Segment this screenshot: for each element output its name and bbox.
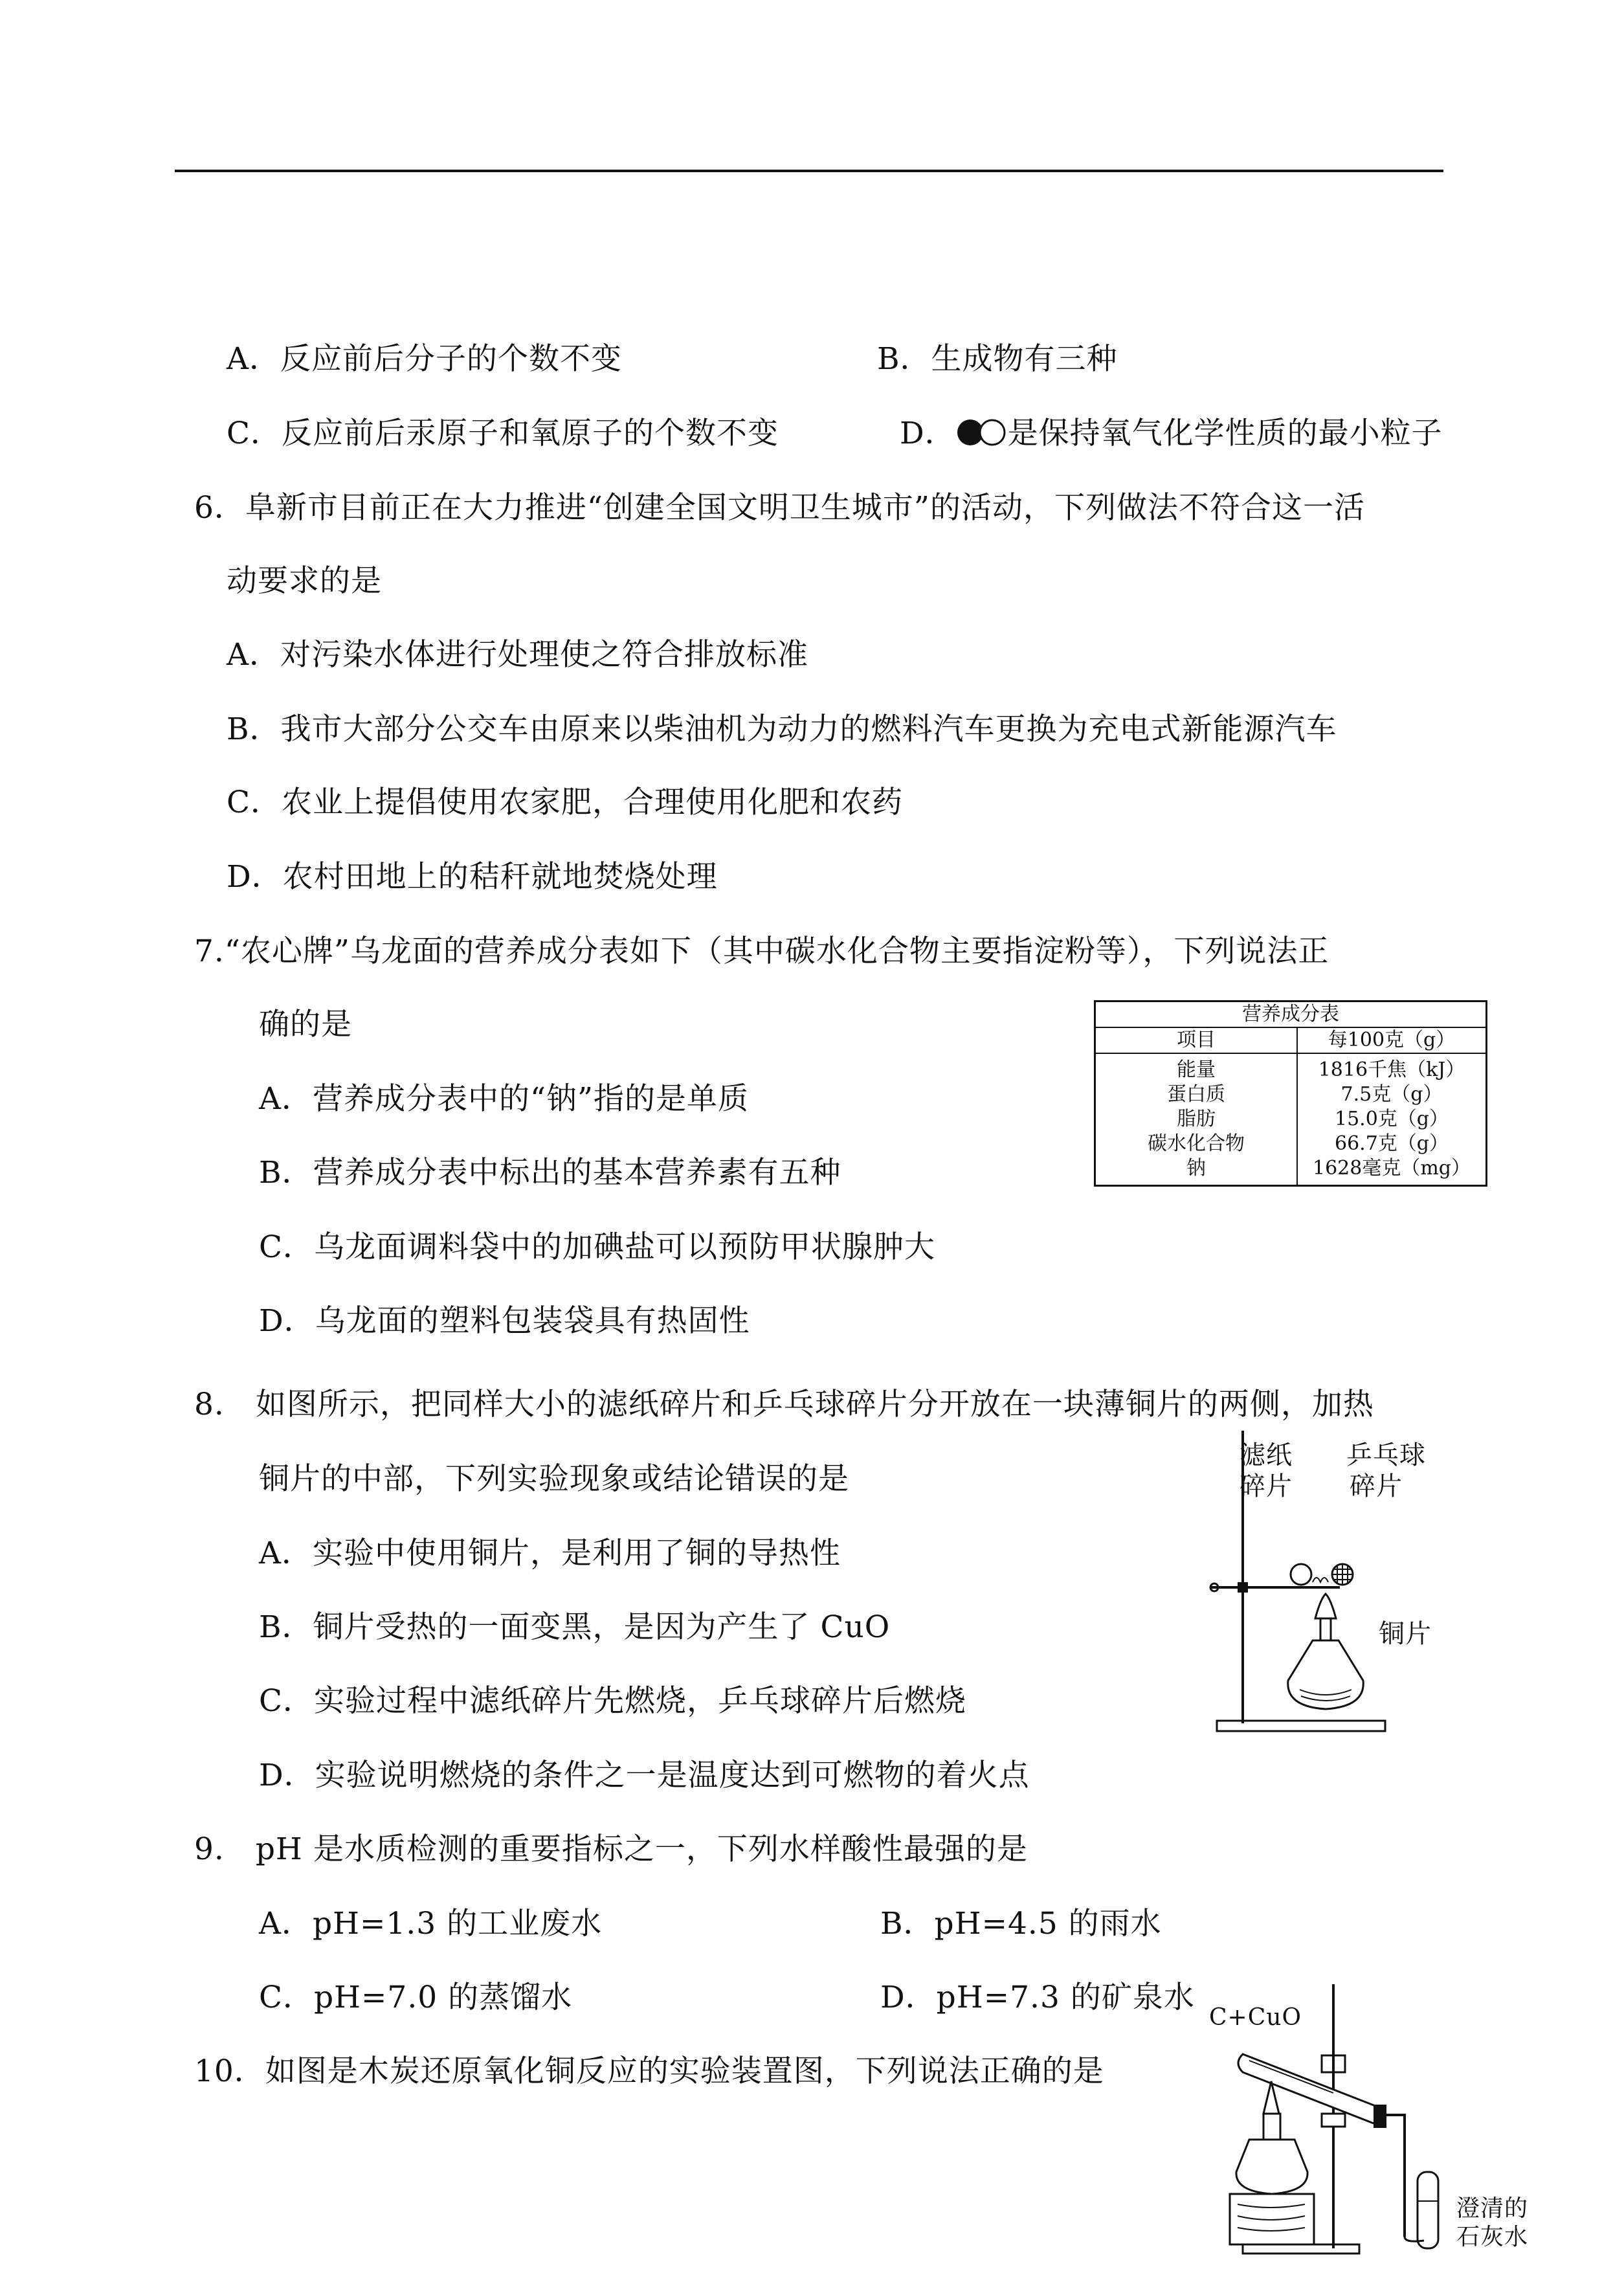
q6-option-b: B．我市大部分公交车由原来以柴油机为动力的燃料汽车更换为充电式新能源汽车 bbox=[227, 711, 1337, 747]
q5-option-b: B．生成物有三种 bbox=[877, 341, 1118, 377]
ping-pong-label-1: 乒乓球 bbox=[1346, 1440, 1426, 1470]
q5-option-d bbox=[900, 414, 1443, 457]
filter-paper-label-2: 碎片 bbox=[1240, 1471, 1293, 1501]
nutrition-row-name: 蛋白质 bbox=[1095, 1082, 1298, 1107]
nutrition-row-name: 碳水化合物 bbox=[1095, 1132, 1298, 1156]
q8-option-c: C．实验过程中滤纸碎片先燃烧，乒乓球碎片后燃烧 bbox=[259, 1683, 966, 1719]
q7-option-c: C．乌龙面调料袋中的加碘盐可以预防甲状腺肿大 bbox=[259, 1229, 935, 1265]
q8-option-b: B．铜片受热的一面变黑，是因为产生了 CuO bbox=[259, 1609, 891, 1645]
q9-option-b: B．pH=4.5 的雨水 bbox=[880, 1906, 1162, 1941]
header-rule bbox=[175, 170, 1443, 172]
q7-option-a: A．营养成分表中的“钠”指的是单质 bbox=[259, 1081, 749, 1117]
q6-option-c: C．农业上提倡使用农家肥，合理使用化肥和农药 bbox=[227, 785, 903, 820]
q5-option-d-prefix: D． bbox=[900, 416, 956, 451]
nutrition-col-item: 项目 bbox=[1095, 1027, 1298, 1053]
q7-stem-line2: 确的是 bbox=[259, 1007, 352, 1042]
q7-option-b: B．营养成分表中标出的基本营养素有五种 bbox=[259, 1155, 841, 1191]
reactant-label: C+CuO bbox=[1209, 2004, 1302, 2031]
nutrition-row-value: 7.5克（g） bbox=[1340, 1083, 1443, 1106]
q8-option-d: D．实验说明燃烧的条件之一是温度达到可燃物的着火点 bbox=[259, 1758, 1030, 1793]
oxygen-molecule-icon bbox=[956, 418, 1008, 457]
copper-sheet-label: 铜片 bbox=[1379, 1619, 1432, 1649]
nutrition-row-value: 1816千焦（kJ） bbox=[1318, 1058, 1465, 1081]
nutrition-row-value: 15.0克（g） bbox=[1334, 1108, 1449, 1130]
limewater-label-2: 石灰水 bbox=[1456, 2224, 1529, 2250]
nutrition-table-title: 营养成分表 bbox=[1242, 1003, 1339, 1025]
q8-stem-line1: 8. 如图所示，把同样大小的滤纸碎片和乒乓球碎片分开放在一块薄铜片的两侧，加热 bbox=[194, 1387, 1374, 1422]
q8-option-a: A．实验中使用铜片，是利用了铜的导热性 bbox=[259, 1536, 841, 1571]
q9-option-a: A．pH=1.3 的工业废水 bbox=[259, 1906, 603, 1941]
q6-stem-line2: 动要求的是 bbox=[227, 563, 382, 599]
q5-option-d-text: 是保持氧气化学性质的最小粒子 bbox=[1007, 416, 1443, 451]
q5-option-c: C．反应前后汞原子和氧原子的个数不变 bbox=[227, 416, 779, 451]
q8-stem-line2: 铜片的中部，下列实验现象或结论错误的是 bbox=[259, 1461, 849, 1497]
nutrition-row-name: 钠 bbox=[1095, 1156, 1298, 1186]
q6-stem-line1: 6．阜新市目前正在大力推进“创建全国文明卫生城市”的活动，下列做法不符合这一活 bbox=[194, 490, 1365, 526]
filter-paper-label-1: 滤纸 bbox=[1240, 1440, 1293, 1470]
nutrition-row-value: 66.7克（g） bbox=[1334, 1132, 1449, 1155]
nutrition-row-value: 1628毫克（mg） bbox=[1313, 1157, 1471, 1180]
q9-option-c: C．pH=7.0 的蒸馏水 bbox=[259, 1980, 573, 2015]
q7-stem-line1: 7.“农心牌”乌龙面的营养成分表如下（其中碳水化合物主要指淀粉等），下列说法正 bbox=[194, 934, 1329, 969]
nutrition-row-name: 能量 bbox=[1095, 1053, 1298, 1082]
q7-option-d: D．乌龙面的塑料包装袋具有热固性 bbox=[259, 1303, 750, 1339]
q9-stem: 9. pH 是水质检测的重要指标之一，下列水样酸性最强的是 bbox=[194, 1831, 1028, 1867]
q6-option-d: D．农村田地上的秸秆就地焚烧处理 bbox=[227, 859, 718, 895]
q6-option-a: A．对污染水体进行处理使之符合排放标准 bbox=[227, 637, 808, 673]
ping-pong-label-2: 碎片 bbox=[1350, 1471, 1403, 1501]
limewater-label-1: 澄清的 bbox=[1456, 2195, 1529, 2222]
q10-stem: 10．如图是木炭还原氧化铜反应的实验装置图，下列说法正确的是 bbox=[194, 2053, 1104, 2089]
nutrition-col-per100g: 每100克（g） bbox=[1328, 1029, 1456, 1051]
nutrition-table bbox=[1094, 1000, 1487, 1187]
q5-option-a: A．反应前后分子的个数不变 bbox=[227, 341, 622, 377]
nutrition-row-name: 脂肪 bbox=[1095, 1107, 1298, 1132]
q9-option-d: D．pH=7.3 的矿泉水 bbox=[880, 1980, 1195, 2015]
